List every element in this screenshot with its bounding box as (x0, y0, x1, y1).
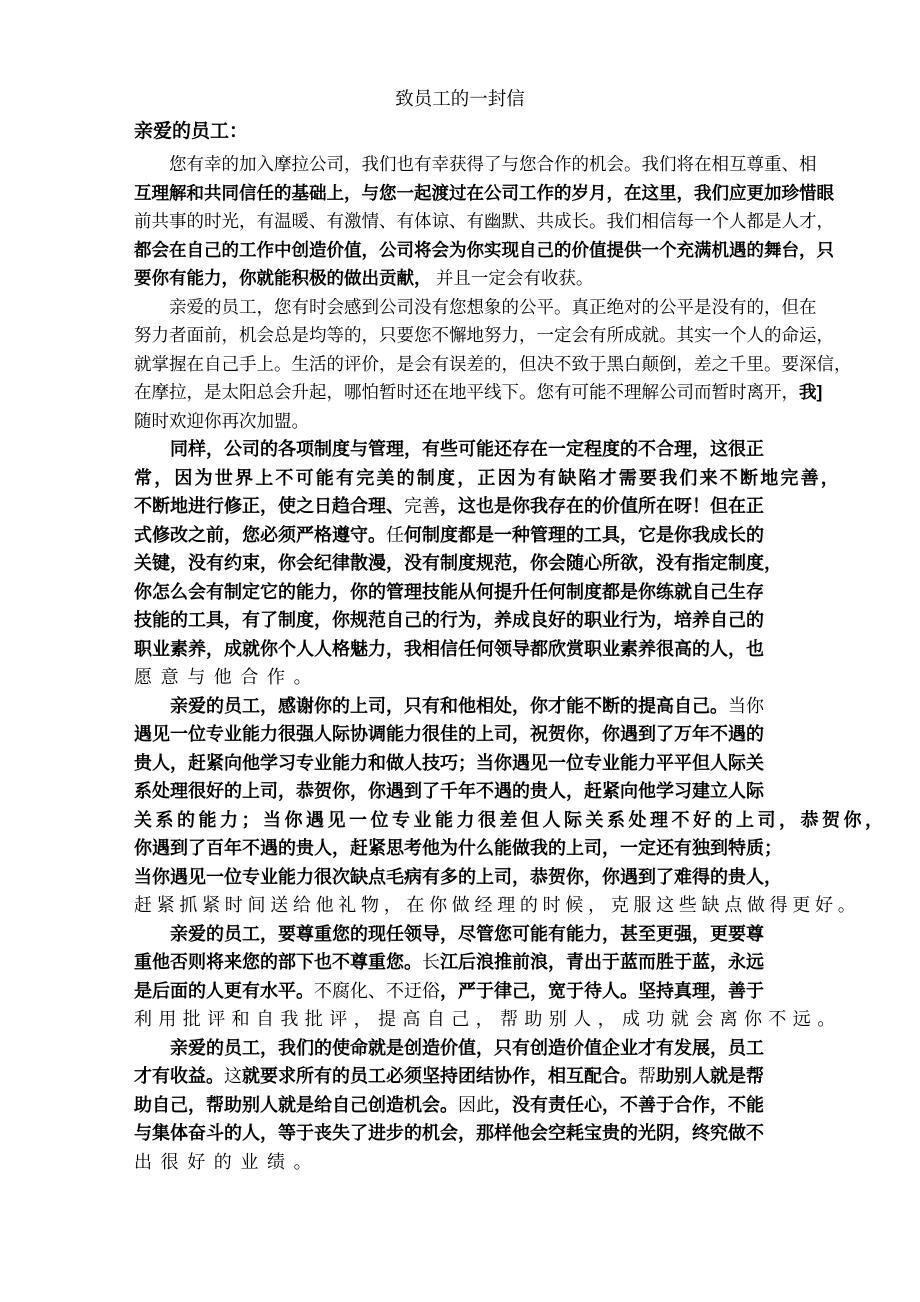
letter-line (134, 749, 786, 778)
text-run: 当你遇见一位专业能力很次缺点毛病有多的上司，恭贺你，你遇到了难得的贵人， (134, 866, 782, 887)
text-run: 助别人就是帮 (656, 1066, 764, 1086)
letter-line (134, 236, 834, 265)
letter-line (134, 407, 786, 436)
text-run: 助自己，帮助别人就是给自己创造机会。 (134, 1094, 458, 1115)
text-run: ，没有责任心，不善于合作，不能 (494, 1094, 764, 1115)
text-run: 赶紧抓紧时间送给他礼物，在你做经理的时候，克服这些缺点做得更好。 (134, 895, 861, 915)
letter-line (134, 578, 786, 607)
text-run: 亲爱的员工，感谢你的上司，只有和他相处，你才能不断的提高自己。 (170, 695, 728, 716)
text-run: 同样，公司的各项制度与管理，有些可能还存在一定程度的不合理，这很正 (170, 439, 764, 459)
letter-line (134, 777, 786, 806)
text-run: 常，因为世界上不可能有完美的制度，正因为有缺陷才需要我们来不断地完善， (134, 467, 841, 488)
letter-line (134, 806, 887, 835)
text-run: 江后浪推前浪，青出于蓝而胜于蓝，永远 (440, 952, 764, 972)
text-run: 就掌握在自己手上。生活的评价，是会有误差的，但决不致于黑白颠倒，差之千里。要深信， (134, 353, 852, 374)
text-run: 长 (422, 952, 440, 972)
text-run: 出很好的业绩。 (134, 1151, 321, 1172)
text-run: 亲爱的员工，要尊重您的现任领导，尽管您可能有能力，甚至更强，更要尊 (170, 923, 764, 944)
letter-line (134, 521, 786, 550)
text-run: 亲爱的员工，我们的使命就是创造价值，只有创造价值企业才有发展，员工 (170, 1037, 764, 1058)
text-run: 不腐化、不迂俗 (314, 980, 440, 1001)
letter-line (134, 492, 786, 521)
paragraph-5 (134, 920, 842, 1034)
paragraph-2 (134, 293, 852, 436)
letter-line (134, 435, 786, 464)
letter-line (134, 635, 786, 664)
text-run: 不断地进行修正，使之日趋合理、 (134, 496, 404, 516)
paragraph-3 (134, 435, 841, 692)
letter-line (134, 207, 834, 236)
letter-line (134, 977, 786, 1006)
text-run: 我] (799, 382, 823, 402)
letter-line (134, 834, 786, 863)
letter-line (134, 1005, 842, 1034)
letter-line (134, 1034, 786, 1063)
text-run: 帮 (638, 1066, 656, 1086)
text-run: 才有收益。 (134, 1066, 224, 1086)
paragraph-4 (134, 692, 887, 920)
text-run: 当你 (728, 695, 764, 716)
text-run: 是后面的人更有水平。 (134, 980, 314, 1001)
text-run: 您有幸的加入摩拉公司，我们也有幸获得了与您合作的机会。我们将在相互尊重、相 (169, 154, 817, 174)
text-run: 贵人，赶紧向他学习专业能力和做人技巧；当你遇见一位专业能力平平但人际关 (134, 752, 764, 773)
text-run: 关系的能力；当你遇见一位专业能力很差但人际关系处理不好的上司，恭贺你， (134, 809, 887, 830)
letter-line (134, 948, 786, 977)
text-run: 技能的工具，有了制度，你规范自己的行为，养成良好的职业行为，培养自己的 (134, 610, 764, 630)
text-run: 你怎么会有制定它的能力，你的管理技能从何提升任何制度都是你练就自己生存 (134, 581, 764, 602)
letter-line (134, 1148, 786, 1177)
letter-line (134, 321, 834, 350)
text-run: 你遇到了百年不遇的贵人，赶紧思考他为什么能做我的上司，一定还有独到特质； (134, 838, 782, 858)
letter-line (134, 863, 786, 892)
paragraph-6 (134, 1034, 786, 1177)
text-run: 都会在自己的工作中创造价值，公司将会为你实现自己的价值提供一个充满机遇的舞台，只 (134, 239, 834, 260)
text-run: 式修改之前，您必须严格遵守。 (134, 524, 386, 545)
letter-line (134, 350, 852, 379)
salutation: 亲爱的员工： (134, 120, 249, 142)
letter-line (134, 692, 786, 721)
text-run: ，严于律己，宽于待人。坚持真理，善于 (440, 980, 764, 1001)
letter-line (134, 1062, 786, 1091)
text-run: 完善 (404, 496, 440, 516)
letter-line (134, 663, 786, 692)
text-run: 前共事的时光，有温暖、有激情、有体谅、有幽默、共成长。我们相信每一个人都是人才， (134, 211, 834, 231)
letter-line (134, 179, 834, 208)
letter-line (134, 293, 817, 322)
letter-line (134, 378, 823, 407)
letter-line (134, 549, 786, 578)
letter-line (134, 1119, 786, 1148)
text-run: 亲爱的员工，您有时会感到公司没有您想象的公平。真正绝对的公平是没有的，但在 (169, 296, 817, 317)
text-run: 互理解和共同信任的基础上，与您一起渡过在公司工作的岁月，在这里，我们应更加珍惜眼 (134, 182, 834, 203)
letter-line (134, 1091, 786, 1120)
text-run: 遇见一位专业能力很强人际协调能力很佳的上司，祝贺你，你遇到了万年不遇的 (134, 724, 764, 744)
text-run: 利用批评和自我批评，提高自己，帮助别人，成功就会离你不远。 (134, 1009, 842, 1029)
text-run: 愿意与他合作。 (134, 667, 321, 687)
letter-line (134, 891, 861, 920)
paragraph-1 (134, 150, 834, 293)
text-run: 关键，没有约束，你会纪律散漫，没有制度规范，你会随心所欲，没有指定制度， (134, 553, 782, 573)
letter-line (134, 920, 786, 949)
text-run: 这 (224, 1066, 242, 1086)
letter-line (134, 606, 786, 635)
text-run: 因此 (458, 1094, 494, 1115)
text-run: 随时欢迎你再次加盟。 (134, 410, 309, 431)
document-title: 致员工的一封信 (395, 90, 525, 110)
letter-line (134, 264, 786, 293)
text-run: ，这也是你我存在的价值所在呀！但在正 (440, 496, 764, 516)
text-run: 职业素养，成就你个人人格魅力，我相信任何领导都欣赏职业素养很高的人，也 (134, 638, 764, 659)
letter-line (134, 150, 817, 179)
letter-line (134, 720, 786, 749)
text-run: 要你有能力，你就能积极的做出贡献， (134, 268, 432, 288)
text-run: 与集体奋斗的人，等于丧失了进步的机会，那样他会空耗宝贵的光阴，终究做不 (134, 1123, 764, 1143)
text-run: 在摩拉，是太阳总会升起，哪怕暂时还在地平线下。您有可能不理解公司而暂时离开， (134, 382, 799, 402)
text-run: 任 (386, 524, 404, 545)
text-run: 努力者面前，机会总是均等的，只要您不懈地努力，一定会有所成就。其实一个人的命运， (134, 325, 834, 345)
text-run: 就要求所有的员工必须坚持团结协作，相互配合。 (242, 1066, 638, 1086)
text-run: 并且一定会有收获。 (431, 268, 594, 288)
letter-line (134, 464, 841, 493)
text-run: 重他否则将来您的部下也不尊重您。 (134, 952, 422, 972)
text-run: 系处理很好的上司，恭贺你，你遇到了千年不遇的贵人，赶紧向他学习建立人际 (134, 781, 764, 801)
text-run: 何制度都是一种管理的工具，它是你我成长的 (404, 524, 764, 545)
